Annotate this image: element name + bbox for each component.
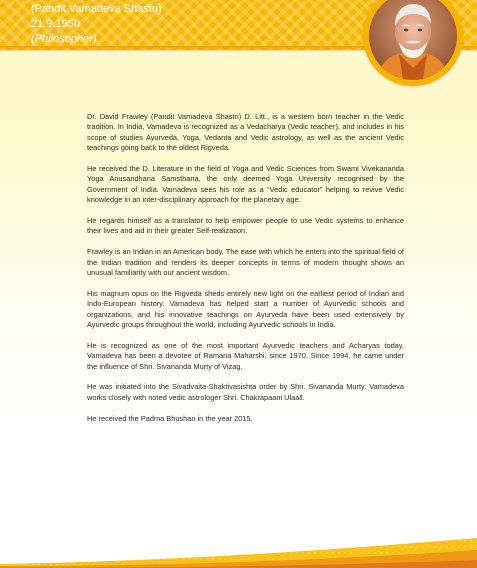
bio-paragraph: Dr. David Frawley (Pandit Vamadeva Shastri) D. Litt., is a western born teacher in the Vedic tradition. In India, Vamadeva is recognized as a Vedacharya (Vedic teacher), and includes in his scope of studies Ayurveda, Yoga, Vedanta and Vedic astrology, as well as the ancient Vedic teachings going back to the oldest Rigveda. xyxy=(87,112,404,153)
bottom-wave-decoration xyxy=(0,520,477,568)
bio-paragraph: Frawley is an Indian in an American body. The ease with which he enters into the spiritual field of the Indian tradition and renders its deeper concepts in terms of modern thought shows an unusual familiarity with our ancient wisdom. xyxy=(87,247,404,278)
header-date: 21.9.1950 xyxy=(31,18,80,30)
bio-paragraph: His magnum opus on the Rigveda sheds entirely new light on the earliest period of Indian and Indo-European history. Vamadeva has helped start a number of Ayurvedic schools and organizations, and his innovative teachings on Ayurveda have been used extensively by Ayurvedic groups throughout the world, including Ayurvedic schools in India. xyxy=(87,288,404,330)
bio-paragraph: He is recognized as one of the most important Ayurvedic teachers and Acharyas today. Vamadeva has been a devotee of Ramana Maharshi, since 1970. Since 1994, he came under the influence of Shri. Sivananda Murty of Vizag. xyxy=(87,340,404,371)
header-name-line: (Pandit Vamadeva Shastri) xyxy=(31,3,162,15)
biography-text xyxy=(87,112,404,434)
bio-paragraph: He was initiated into the Sivadvaita-Shaktivasishta order by Shri. Sivananda Murty. Vamadeva works closely with noted vedic astrologer Shri. Chakrapaani Ulaall. xyxy=(87,382,404,402)
bio-paragraph: He regards himself as a translator to help empower people to use Vedic systems to enhance their lives and aid in their greater Self-realization. xyxy=(87,216,404,236)
header-field: (Philosopher) xyxy=(31,33,97,45)
bio-paragraph: He received the D. Literature in the field of Yoga and Vedic Sciences from Swami Vivekananda Yoga Anusandhana Samsthana, the only deemed Yoga University recognised by the Government of India. Vamadeva sees his role as a “Vedic educator” helping to revive Vedic knowledge in an inter-disciplinary approach for the planetary age. xyxy=(87,164,404,205)
bio-paragraph: He received the Padma Bhushan in the year 2015. xyxy=(87,413,253,423)
